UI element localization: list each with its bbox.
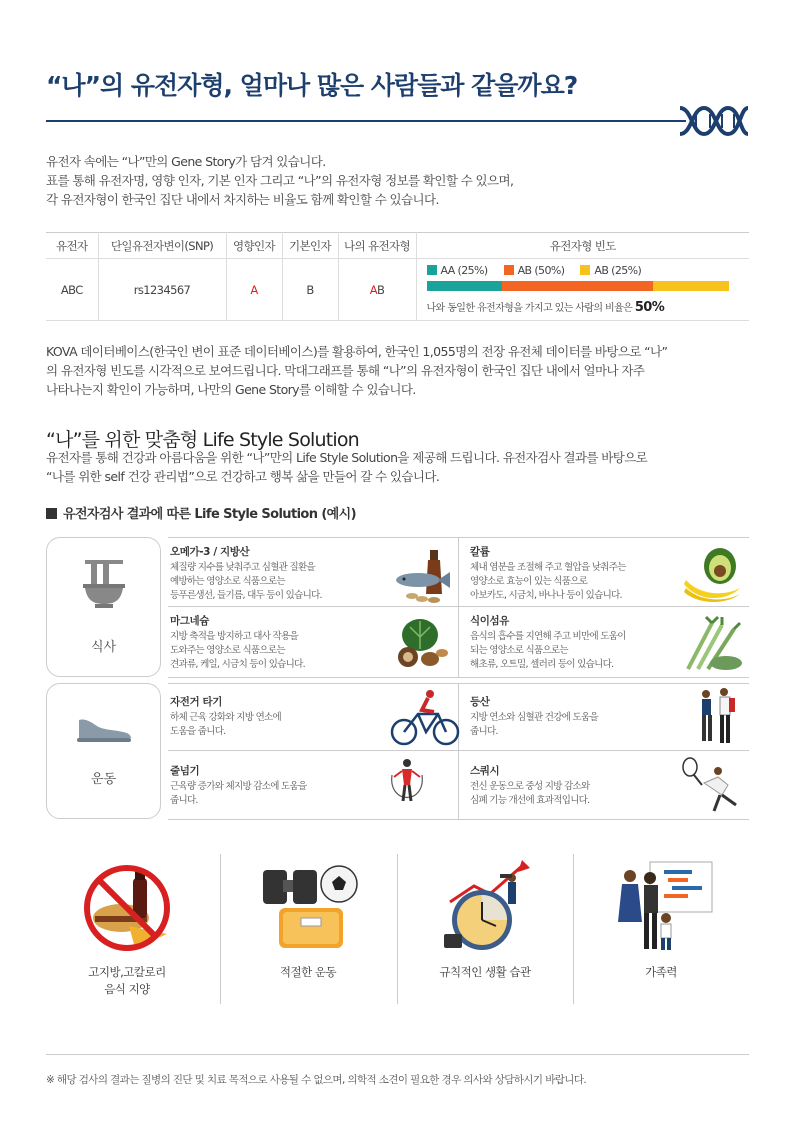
cell-snp: rs1234567 — [98, 259, 226, 321]
solution-title: “나”를 위한 맞춤형 Life Style Solution — [46, 429, 359, 451]
legend-aa: AA (25%) — [427, 264, 488, 277]
frequency-segment-ab — [502, 281, 653, 291]
jump-rope-icon — [384, 755, 430, 817]
genotype-table — [46, 232, 749, 321]
cell-my-genotype: AB — [338, 259, 416, 321]
frequency-segment-ab2 — [653, 281, 729, 291]
intro-text: 유전자 속에는 “나”만의 Gene Story가 담겨 있습니다. 표를 통해 유전자명, 영향 인자, 기본 인자 그리고 “나”의 유전자형 정보를 확인할 수 있으며, 각 유전자형이 한국인 집단 내에서 차지하는 비율도 함께 확인할 수 있습니다. — [46, 154, 514, 207]
cell-frequency — [416, 259, 749, 321]
category-exercise — [46, 683, 161, 819]
bottom-item-family-history: 가족력 — [586, 856, 736, 981]
category-label-exercise: 운동 — [90, 772, 117, 787]
cyclist-icon — [390, 688, 460, 750]
bottom-item-routine: 규칙적인 생활 습관 — [410, 856, 560, 981]
solution-description: 유전자를 통해 건강과 아름다움을 위한 “나”만의 Life Style Solution을 제공해 드립니다. 유전자검사 결과를 바탕으로 “나를 위한 self 건강 관리법”으로 건강하고 행복 삶을 만들어 갈 수 있습니다. — [46, 450, 648, 484]
header-snp: 단일유전자변이(SNP) — [98, 233, 226, 259]
family-icon — [606, 856, 716, 956]
squash-player-icon — [678, 755, 748, 817]
food-item-omega3: 오메가-3 / 지방산 체질량 지수를 낮춰주고 심혈관 질환을 예방하는 영양소로 식품으로는 등푸른생선, 들기름, 대두 등이 있습니다. — [170, 544, 460, 610]
category-food — [46, 537, 161, 677]
dumbbell-scale-icon — [253, 856, 363, 956]
bottom-divider — [220, 854, 221, 1004]
footer-divider — [46, 1054, 749, 1055]
bottom-item-diet: 고지방,고칼로리 음식 지양 — [52, 856, 202, 998]
category-label-food: 식사 — [90, 640, 117, 655]
exercise-item-squash: 스쿼시 전신 운동으로 중성 지방 감소와 심폐 기능 개선에 효과적입니다. — [470, 763, 748, 829]
celery-icon — [678, 613, 748, 675]
exercise-item-cycling: 자전거 타기 하체 근육 강화와 지방 연소에 도움을 줍니다. — [170, 694, 460, 760]
no-junk-food-icon — [81, 856, 173, 956]
sneaker-icon — [75, 712, 133, 744]
fish-bottle-icon — [390, 544, 460, 606]
legend-swatch — [427, 265, 437, 275]
header-gene: 유전자 — [46, 233, 98, 259]
legend-swatch — [580, 265, 590, 275]
greens-nuts-icon — [390, 613, 460, 675]
title-divider — [46, 120, 686, 122]
frequency-legend — [427, 264, 740, 277]
legend-swatch — [504, 265, 514, 275]
dna-icon — [678, 104, 750, 138]
hikers-icon — [678, 688, 748, 750]
header-my-genotype: 나의 유전자형 — [338, 233, 416, 259]
frequency-segment-aa — [427, 281, 503, 291]
header-effect: 영향인자 — [226, 233, 282, 259]
clock-growth-icon — [430, 856, 540, 956]
food-item-potassium: 칼륨 체내 염분을 조절해 주고 혈압을 낮춰주는 영양소로 효능이 있는 식품으로 아보카도, 시금치, 바나나 등이 있습니다. — [470, 544, 748, 610]
bottom-item-exercise: 적절한 운동 — [233, 856, 383, 981]
avocado-banana-icon — [678, 544, 748, 606]
food-item-fiber: 식이섬유 음식의 흡수를 지연해 주고 비만에 도움이 되는 영양소로 식품으로는 해초류, 오트밀, 셀러리 등이 있습니다. — [470, 613, 748, 679]
frequency-note: 나와 동일한 유전자형을 가지고 있는 사람의 비율은 50% — [426, 300, 665, 315]
legend-ab2: AB (25%) — [580, 264, 641, 277]
square-bullet-icon — [46, 508, 57, 519]
bottom-divider — [573, 854, 574, 1004]
frequency-bar — [427, 281, 729, 291]
legend-ab: AB (50%) — [504, 264, 565, 277]
header-frequency: 유전자형 빈도 — [416, 233, 749, 259]
noodle-bowl-icon — [81, 556, 127, 610]
page-title: “나”의 유전자형, 얼마나 많은 사람들과 같을까요? — [46, 71, 578, 100]
header-base: 기본인자 — [282, 233, 338, 259]
solution-subtitle: 유전자검사 결과에 따른 Life Style Solution (예시) — [46, 503, 356, 522]
bottom-divider — [397, 854, 398, 1004]
exercise-item-jump-rope: 줄넘기 근육량 증가와 체지방 감소에 도움을 줍니다. — [170, 763, 460, 829]
cell-effect: A — [226, 259, 282, 321]
cell-base: B — [282, 259, 338, 321]
exercise-item-hiking: 등산 지방 연소와 심혈관 건강에 도움을 줍니다. — [470, 694, 748, 760]
footnote: ※ 해당 검사의 결과는 질병의 진단 및 치료 목적으로 사용될 수 없으며, 의학적 소견이 필요한 경우 의사와 상담하시기 바랍니다. — [46, 1074, 587, 1086]
food-item-magnesium: 마그네슘 지방 축적을 방지하고 대사 작용을 도와주는 영양소로 식품으로는 견과류, 케일, 시금치 등이 있습니다. — [170, 613, 460, 679]
cell-gene: ABC — [46, 259, 98, 321]
kova-description: KOVA 데이터베이스(한국인 변이 표준 데이터베이스)를 활용하여, 한국인 1,055명의 전장 유전체 데이터를 바탕으로 “나” 의 유전자형 빈도를 시각적으로 보여드립니다. 막대그래프를 통해 “나”의 유전자형이 한국인 집단 내에서 얼마나 자주 나타나는지 확인이 가능하며, 나만의 Gene Story를 이해할 수 있습니다. — [46, 344, 668, 397]
